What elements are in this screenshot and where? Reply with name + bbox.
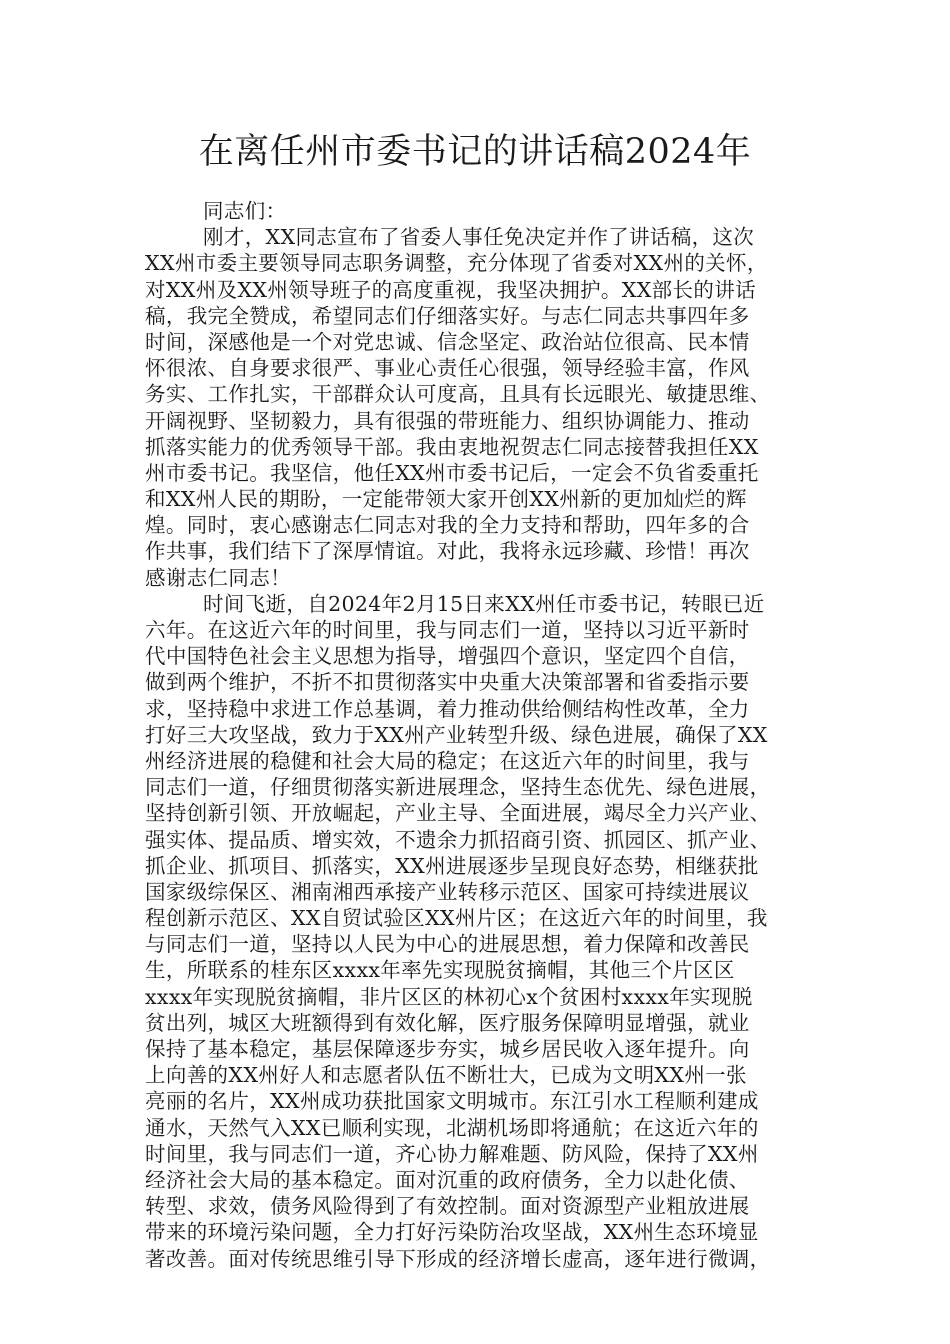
paragraph-line: 打好三大攻坚战，致力于XX州产业转型升级、绿色进展，确保了XX xyxy=(145,722,768,747)
document-body xyxy=(145,198,825,1272)
paragraph-line: 通水，天然气入XX已顺利实现，北湖机场即将通航；在这近六年的 xyxy=(145,1115,759,1140)
paragraph-line: 州市委书记。我坚信，他任XX州市委书记后，一定会不负省委重托 xyxy=(145,460,759,485)
paragraph-line: xxxx年实现脱贫摘帽，非片区区的林初心x个贫困村xxxx年实现脱 xyxy=(145,984,753,1009)
paragraph-line: 务实、工作扎实，干部群众认可度高，且具有长远眼光、敏捷思维、 xyxy=(145,382,771,407)
paragraph-line: 同志们一道，仔细贯彻落实新进展理念，坚持生态优先、绿色进展， xyxy=(145,775,771,800)
paragraph-line: 亮丽的名片，XX州成功获批国家文明城市。东江引水工程顺利建成 xyxy=(145,1089,759,1114)
paragraph-line: 著改善。面对传统思维引导下形成的经济增长虚高，逐年进行微调， xyxy=(145,1246,771,1271)
paragraph-line: 州经济进展的稳健和社会大局的稳定；在这近六年的时间里，我与 xyxy=(145,748,750,773)
paragraph-line: 煌。同时，衷心感谢志仁同志对我的全力支持和帮助，四年多的合 xyxy=(145,513,750,538)
paragraph-line: 对XX州及XX州领导班子的高度重视，我坚决拥护。XX部长的讲话 xyxy=(145,277,756,302)
paragraph-line: 时间，深感他是一个对党忠诚、信念坚定、政治站位很高、民本情 xyxy=(145,329,750,354)
paragraph-line: 与同志们一道，坚持以人民为中心的进展思想，着力保障和改善民 xyxy=(145,932,750,957)
paragraph-line: 抓企业、抓项目、抓落实，XX州进展逐步呈现良好态势，相继获批 xyxy=(145,853,759,878)
paragraph-line: 刚才，XX同志宣布了省委人事任免决定并作了讲话稿，这次 xyxy=(203,225,755,250)
paragraph-line: 开阔视野、坚韧毅力，具有很强的带班能力、组织协调能力、推动 xyxy=(145,408,750,433)
paragraph-line: 程创新示范区、XX自贸试验区XX州片区；在这近六年的时间里，我 xyxy=(145,906,768,931)
paragraph-line: 稿，我完全赞成，希望同志们仔细落实好。与志仁同志共事四年多 xyxy=(145,303,750,328)
paragraph-line: 贫出列，城区大班额得到有效化解，医疗服务保障明显增强，就业 xyxy=(145,1010,750,1035)
paragraph-line: 保持了基本稳定，基层保障逐步夯实，城乡居民收入逐年提升。向 xyxy=(145,1037,750,1061)
paragraph-line: 生，所联系的桂东区xxxx年率先实现脱贫摘帽，其他三个片区区 xyxy=(145,958,735,983)
paragraph-line: 带来的环境污染问题，全力打好污染防治攻坚战，XX州生态环境显 xyxy=(145,1220,759,1245)
paragraph-line: 代中国特色社会主义思想为指导，增强四个意识，坚定四个自信， xyxy=(145,644,750,669)
paragraph-line: 作共事，我们结下了深厚情谊。对此，我将永远珍藏、珍惜！再次 xyxy=(145,539,750,564)
paragraph-line: 时间里，我与同志们一道，齐心协力解难题、防风险，保持了XX州 xyxy=(145,1141,759,1166)
paragraph-line: 坚持创新引领、开放崛起，产业主导、全面进展，竭尽全力兴产业、 xyxy=(145,801,771,826)
paragraph-line: 做到两个维护，不折不扣贯彻落实中央重大决策部署和省委指示要 xyxy=(145,670,750,695)
paragraph-line: 和XX州人民的期盼，一定能带领大家开创XX州新的更加灿烂的辉 xyxy=(145,487,747,512)
paragraph-line: 六年。在这近六年的时间里，我与同志们一道，坚持以习近平新时 xyxy=(145,618,750,642)
paragraph-line: 强实体、提品质、增实效，不遗余力抓招商引资、抓园区、抓产业、 xyxy=(145,827,771,852)
salutation-line: 同志们： xyxy=(203,199,287,223)
paragraph-line: 时间飞逝，自2024年2月15日来XX州任市委书记，转眼已近 xyxy=(203,591,765,616)
paragraph-line: 上向善的XX州好人和志愿者队伍不断壮大，已成为文明XX州一张 xyxy=(145,1063,747,1088)
paragraph-line: 转型、求效，债务风险得到了有效控制。面对资源型产业粗放进展 xyxy=(145,1194,750,1219)
paragraph-line: 感谢志仁同志！ xyxy=(145,565,291,590)
paragraph-line: 求，坚持稳中求进工作总基调，着力推动供给侧结构性改革，全力 xyxy=(145,696,750,721)
paragraph-line: 经济社会大局的基本稳定。面对沉重的政府债务，全力以赴化债、 xyxy=(145,1167,750,1192)
paragraph-line: 国家级综保区、湘南湘西承接产业转移示范区、国家可持续进展议 xyxy=(145,879,750,904)
paragraph-line: XX州市委主要领导同志职务调整，充分体现了省委对XX州的关怀， xyxy=(145,251,768,276)
document-title: 在离任州市委书记的讲话稿2024年 xyxy=(198,132,752,172)
paragraph-line: 怀很浓、自身要求很严、事业心责任心很强，领导经验丰富，作风 xyxy=(145,356,750,381)
paragraph-line: 抓落实能力的优秀领导干部。我由衷地祝贺志仁同志接替我担任XX xyxy=(145,434,759,459)
